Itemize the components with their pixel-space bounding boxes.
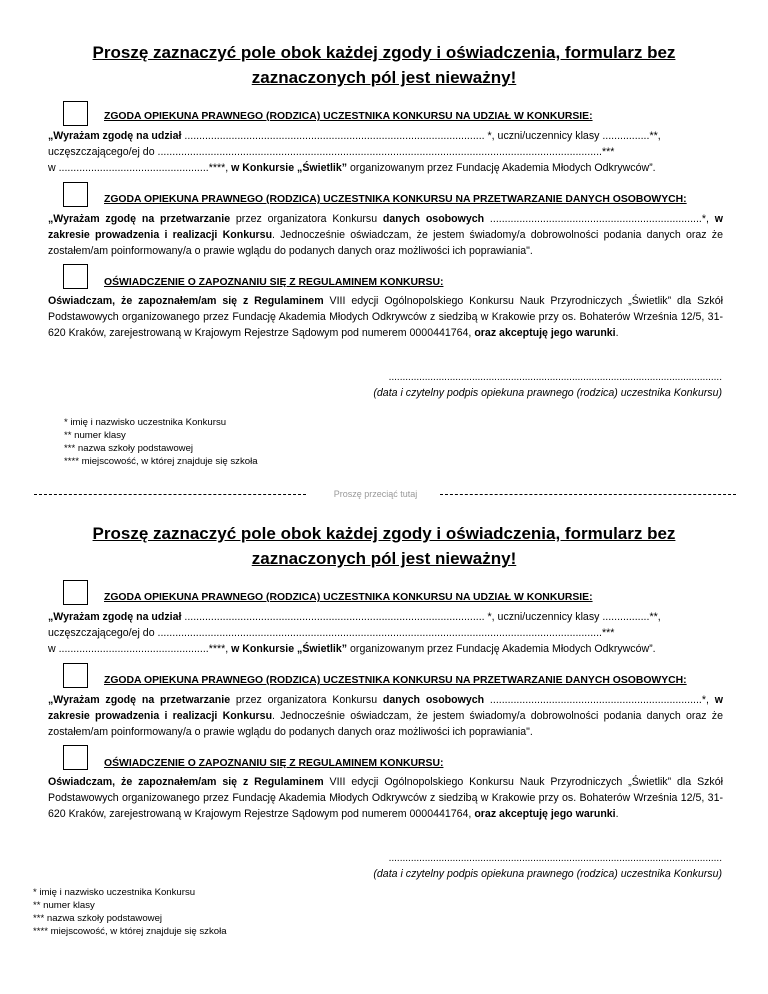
consent-participation-fill-3: w ...................................................****, (48, 643, 232, 655)
consent-data-lead: „Wyrażam zgodę na przetwarzanie (48, 213, 231, 225)
footnote-2: ** numer klasy (33, 900, 95, 911)
consent-data-bold: danych osobowych (382, 694, 485, 706)
consent-data-processing-checkbox[interactable] (63, 663, 88, 688)
consent-participation-heading: ZGODA OPIEKUNA PRAWNEGO (RODZICA) UCZESTNIKA KONKURSU NA UDZIAŁ W KONKURSIE: (104, 592, 593, 603)
footnotes (64, 416, 258, 468)
consent-data-fill: ........................................................................*, (484, 694, 709, 706)
consent-data-text-1: przez organizatora Konkursu (230, 213, 383, 225)
footnote-1: * imię i nazwisko uczestnika Konkursu (33, 887, 196, 898)
consent-data-processing-text (48, 692, 723, 740)
consent-data-bold: danych osobowych (382, 213, 485, 225)
consent-participation-fill-2: uczęszczającego/ej do .......................................................................................................................................................*** (48, 146, 615, 158)
footnote-2: ** numer klasy (64, 430, 126, 441)
consent-participation-text (48, 128, 723, 176)
consent-participation-checkbox[interactable] (63, 101, 88, 126)
cut-label: Proszę przeciąć tutaj (333, 489, 418, 499)
footnote-3: *** nazwa szkoły podstawowej (33, 913, 163, 924)
consent-data-processing-text (48, 211, 723, 259)
regulations-body: VIII edycji Ogólnopolskiego Konkursu Nauk Przyrodniczych „Świetlik” dla Szkół Podstawowych organizowanego przez Fundację Akademia Młodych Odkrywców z siedzibą w Krakowie przy os. Bohaterów Września 12/5, 31-620 Kraków, zarejestrowaną w Krajowym Rejestrze Sądowym pod numerem 0000441764, (48, 776, 723, 820)
title-line-2: zaznaczonych pól jest nieważny! (251, 549, 517, 568)
regulations-lead: Oświadczam, że zapoznałem/am się z Regulaminem (48, 295, 324, 307)
footnote-4: **** miejscowość, w której znajduje się szkoła (33, 926, 227, 937)
consent-data-processing-heading: ZGODA OPIEKUNA PRAWNEGO (RODZICA) UCZESTNIKA KONKURSU NA PRZETWARZANIE DANYCH OSOBOWYCH: (104, 194, 687, 205)
regulations-accept: oraz akceptuję jego warunki (474, 808, 616, 820)
consent-participation-checkbox[interactable] (63, 580, 88, 605)
consent-data-fill: ........................................................................*, (484, 213, 709, 225)
regulations-statement-heading: OŚWIADCZENIE O ZAPOZNANIU SIĘ Z REGULAMINEM KONKURSU: (104, 758, 444, 769)
signature-caption: (data i czytelny podpis opiekuna prawnego (rodzica) uczestnika Konkursu) (373, 868, 722, 880)
title-line-2: zaznaczonych pól jest nieważny! (251, 68, 517, 87)
consent-participation-text (48, 609, 723, 657)
signature-line[interactable]: ........................................................................................................................ (388, 372, 722, 383)
form-title (40, 521, 728, 571)
consent-participation-fill-1: ...................................................................................................... *, uczni/uczennicy klasy ................**, (181, 611, 661, 623)
consent-participation-lead: „Wyrażam zgodę na udział (48, 611, 182, 623)
form-section-2 (0, 501, 768, 994)
regulations-end: . (615, 808, 619, 820)
consent-data-lead: „Wyrażam zgodę na przetwarzanie (48, 694, 231, 706)
regulations-statement-text (48, 774, 723, 822)
regulations-end: . (615, 327, 619, 339)
signature-caption: (data i czytelny podpis opiekuna prawnego (rodzica) uczestnika Konkursu) (373, 387, 722, 399)
consent-participation-fill-3: w ...................................................****, (48, 162, 232, 174)
regulations-statement-heading: OŚWIADCZENIE O ZAPOZNANIU SIĘ Z REGULAMINEM KONKURSU: (104, 277, 444, 288)
consent-data-scope: w zakresie prowadzenia i realizacji Konkursu (48, 213, 723, 241)
signature-line[interactable]: ........................................................................................................................ (388, 853, 722, 864)
footnote-3: *** nazwa szkoły podstawowej (64, 443, 194, 454)
consent-participation-fill-2: uczęszczającego/ej do .......................................................................................................................................................*** (48, 627, 615, 639)
regulations-lead: Oświadczam, że zapoznałem/am się z Regulaminem (48, 776, 324, 788)
footnote-1: * imię i nazwisko uczestnika Konkursu (64, 417, 227, 428)
consent-participation-heading: ZGODA OPIEKUNA PRAWNEGO (RODZICA) UCZESTNIKA KONKURSU NA UDZIAŁ W KONKURSIE: (104, 111, 593, 122)
regulations-statement-text (48, 293, 723, 341)
regulations-body: VIII edycji Ogólnopolskiego Konkursu Nauk Przyrodniczych „Świetlik” dla Szkół Podstawowych organizowanego przez Fundację Akademia Młodych Odkrywców z siedzibą w Krakowie przy os. Bohaterów Września 12/5, 31-620 Kraków, zarejestrowaną w Krajowym Rejestrze Sądowym pod numerem 0000441764, (48, 295, 723, 339)
title-line-1: Proszę zaznaczyć pole obok każdej zgody i oświadczenia, formularz bez (92, 43, 676, 62)
consent-participation-organizer: organizowanym przez Fundację Akademia Młodych Odkrywców”. (347, 643, 656, 655)
consent-participation-contest: w Konkursie „Świetlik” (231, 643, 348, 655)
footnotes (33, 886, 227, 938)
cut-dash-left (34, 494, 306, 495)
consent-data-processing-heading: ZGODA OPIEKUNA PRAWNEGO (RODZICA) UCZESTNIKA KONKURSU NA PRZETWARZANIE DANYCH OSOBOWYCH: (104, 675, 687, 686)
consent-data-text-2: . Jednocześnie oświadczam, że jestem świadomy/a dobrowolności podania danych oraz że zostałem/am poinformowany/a o prawie wglądu do podanych danych oraz możliwości ich poprawiania". (48, 710, 723, 738)
consent-participation-organizer: organizowanym przez Fundację Akademia Młodych Odkrywców”. (347, 162, 656, 174)
consent-data-text-2: . Jednocześnie oświadczam, że jestem świadomy/a dobrowolności podania danych oraz że zostałem/am poinformowany/a o prawie wglądu do podanych danych oraz możliwości ich poprawiania". (48, 229, 723, 257)
regulations-accept: oraz akceptuję jego warunki (474, 327, 616, 339)
consent-participation-lead: „Wyrażam zgodę na udział (48, 130, 182, 142)
regulations-statement-checkbox[interactable] (63, 745, 88, 770)
consent-data-text-1: przez organizatora Konkursu (230, 694, 383, 706)
consent-participation-fill-1: ...................................................................................................... *, uczni/uczennicy klasy ................**, (181, 130, 661, 142)
consent-data-scope: w zakresie prowadzenia i realizacji Konkursu (48, 694, 723, 722)
title-line-1: Proszę zaznaczyć pole obok każdej zgody i oświadczenia, formularz bez (92, 524, 676, 543)
consent-data-processing-checkbox[interactable] (63, 182, 88, 207)
cut-line (0, 487, 768, 501)
regulations-statement-checkbox[interactable] (63, 264, 88, 289)
footnote-4: **** miejscowość, w której znajduje się szkoła (64, 456, 258, 467)
form-title (40, 40, 728, 90)
form-section-1 (0, 0, 768, 487)
consent-participation-contest: w Konkursie „Świetlik” (231, 162, 348, 174)
cut-dash-right (440, 494, 736, 495)
